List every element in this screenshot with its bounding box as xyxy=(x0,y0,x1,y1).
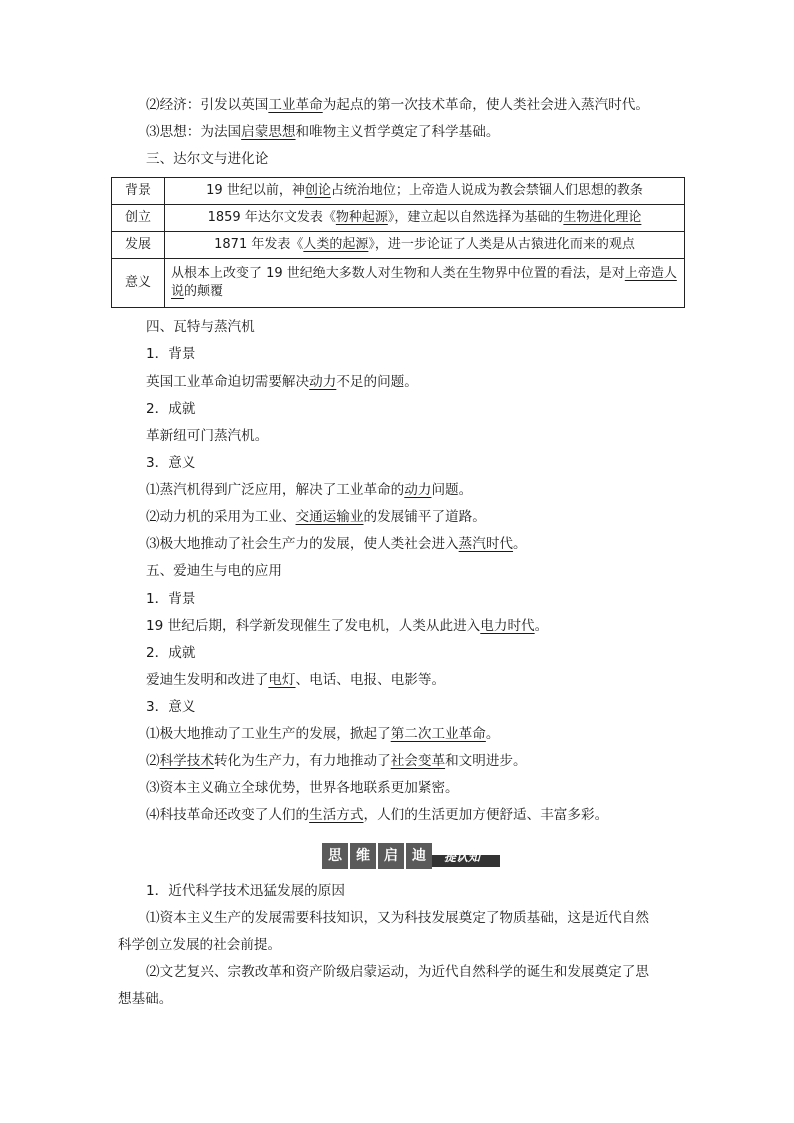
row-value: 1859 年达尔文发表《物种起源》，建立起以自然选择为基础的生物进化理论 xyxy=(165,205,685,232)
row-key: 创立 xyxy=(112,205,165,232)
table-row xyxy=(112,232,685,259)
table-row xyxy=(112,259,685,308)
thinking-banner xyxy=(322,843,500,869)
banner-char: 思 xyxy=(322,843,348,869)
paragraph: ⑵科学技术转化为生产力，有力地推动了社会变革和文明进步。 xyxy=(146,753,527,769)
paragraph-economy: ⑵经济：引发以英国工业革命为起点的第一次技术革命，使人类社会进入蒸汽时代。 xyxy=(146,97,649,113)
paragraph: ⑴蒸汽机得到广泛应用，解决了工业革命的动力问题。 xyxy=(146,482,473,498)
paragraph: ⑴资本主义生产的发展需要科技知识，又为科技发展奠定了物质基础，这是近代自然 xyxy=(146,910,649,926)
paragraph: ⑵动力机的采用为工业、交通运输业的发展铺平了道路。 xyxy=(146,509,486,525)
subheading-achievement: 2．成就 xyxy=(146,401,196,417)
section-heading-watt: 四、瓦特与蒸汽机 xyxy=(146,319,255,335)
paragraph: ⑶资本主义确立全球优势，世界各地联系更加紧密。 xyxy=(146,780,459,796)
paragraph-thought: ⑶思想：为法国启蒙思想和唯物主义哲学奠定了科学基础。 xyxy=(146,124,500,140)
paragraph: 英国工业革命迫切需要解决动力不足的问题。 xyxy=(146,374,418,390)
banner-tail-text: 提认知 xyxy=(444,850,481,864)
paragraph: 科学创立发展的社会前提。 xyxy=(118,937,282,953)
row-key: 意义 xyxy=(112,259,165,308)
subheading-background: 1．背景 xyxy=(146,346,196,362)
paragraph: 爱迪生发明和改进了电灯、电话、电报、电影等。 xyxy=(146,672,446,688)
row-value: 从根本上改变了 19 世纪绝大多数人对生物和人类在生物界中位置的看法，是对上帝造人说的颠覆 xyxy=(165,259,685,308)
banner-char: 迪 xyxy=(406,843,432,869)
paragraph: ⑷科技革命还改变了人们的生活方式，人们的生活更加方便舒适、丰富多彩。 xyxy=(146,807,609,823)
subheading-significance: 3．意义 xyxy=(146,699,196,715)
table-row xyxy=(112,205,685,232)
paragraph: ⑶极大地推动了社会生产力的发展，使人类社会进入蒸汽时代。 xyxy=(146,536,527,552)
paragraph: ⑴极大地推动了工业生产的发展，掀起了第二次工业革命。 xyxy=(146,726,500,742)
paragraph: 革新纽可门蒸汽机。 xyxy=(146,428,269,444)
question-heading: 1．近代科学技术迅猛发展的原因 xyxy=(146,883,345,899)
subheading-background: 1．背景 xyxy=(146,591,196,607)
section-heading-edison: 五、爱迪生与电的应用 xyxy=(146,563,282,579)
paragraph: 想基础。 xyxy=(118,991,173,1007)
banner-char: 启 xyxy=(378,843,404,869)
paragraph: ⑵文艺复兴、宗教改革和资产阶级启蒙运动，为近代自然科学的诞生和发展奠定了思 xyxy=(146,964,649,980)
subheading-significance: 3．意义 xyxy=(146,455,196,471)
row-key: 背景 xyxy=(112,178,165,205)
paragraph: 19 世纪后期，科学新发现催生了发电机，人类从此进入电力时代。 xyxy=(146,618,549,634)
row-key: 发展 xyxy=(112,232,165,259)
darwin-evolution-table xyxy=(111,177,685,308)
banner-char: 维 xyxy=(350,843,376,869)
table-row xyxy=(112,178,685,205)
row-value: 19 世纪以前，神创论占统治地位；上帝造人说成为教会禁锢人们思想的教条 xyxy=(165,178,685,205)
row-value: 1871 年发表《人类的起源》，进一步论证了人类是从古猿进化而来的观点 xyxy=(165,232,685,259)
section-heading-darwin: 三、达尔文与进化论 xyxy=(146,151,269,167)
subheading-achievement: 2．成就 xyxy=(146,645,196,661)
